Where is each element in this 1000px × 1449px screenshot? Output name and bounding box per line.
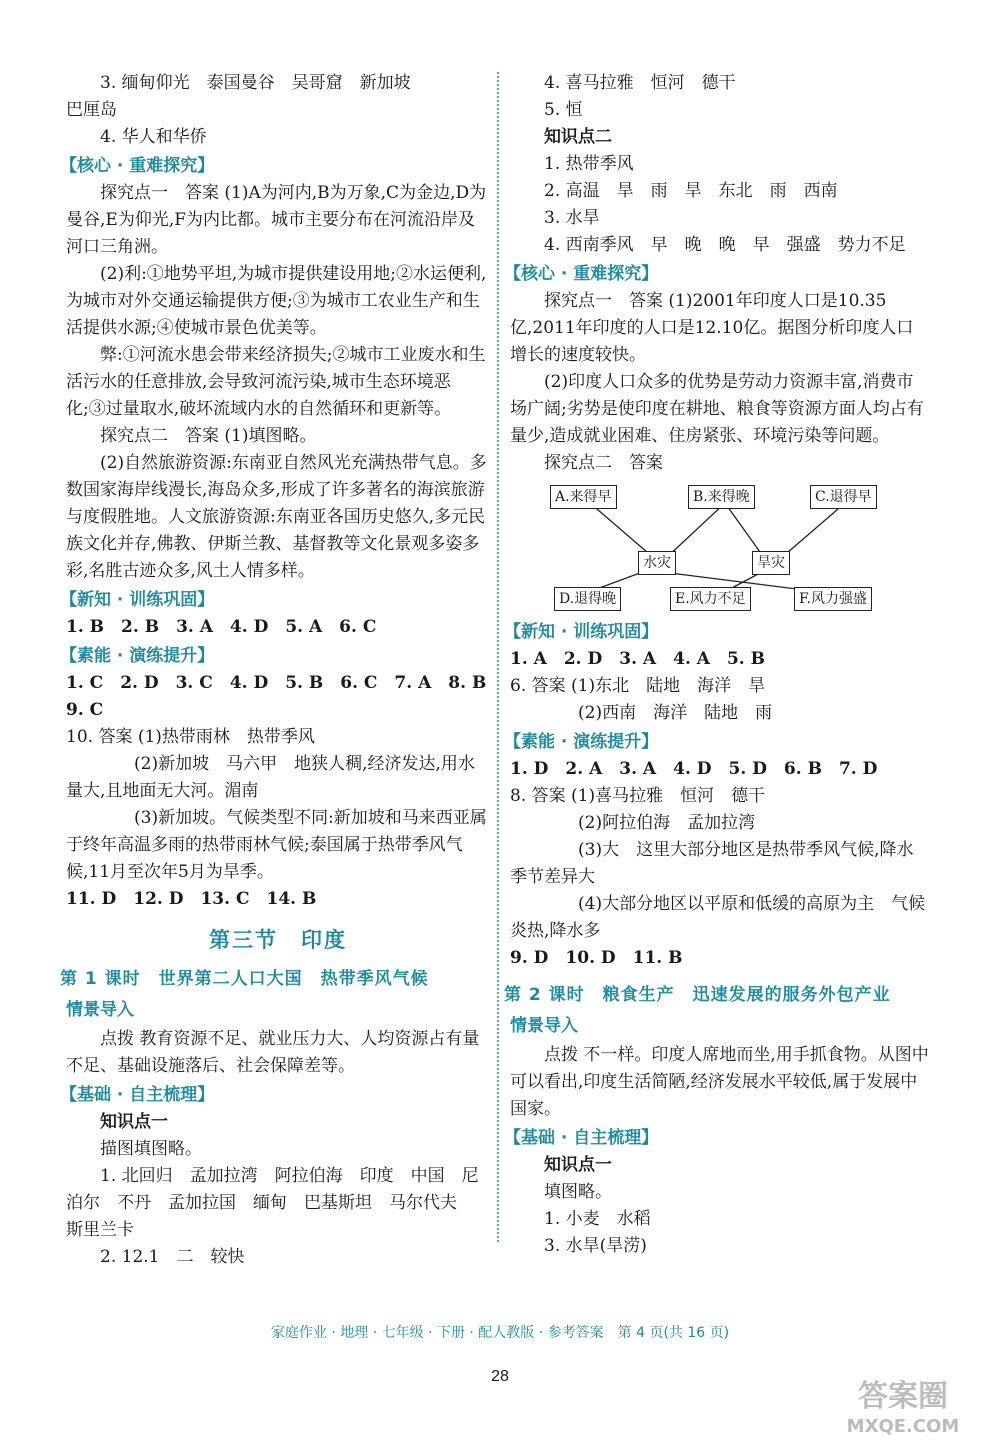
subsection-header: 情景导入: [510, 1016, 578, 1036]
box-d: D.退得晚: [554, 587, 621, 611]
section-header: 【新知 · 训练巩固】: [60, 590, 215, 610]
box-e: E.风力不足: [670, 587, 751, 611]
answer-line: 6. 答案 (1)东北 陆地 海洋 旱: [510, 676, 766, 696]
paragraph: 弊:①河流水患会带来经济损失;②城市工业废水和生活污水的任意排放,会导致河流污染,城市生态环境恶化;③过量取水,破坏流域内水的自然循环和更新等。: [66, 345, 486, 419]
section-title: 第三节 印度: [209, 928, 347, 952]
paragraph: 探究点二 答案 (1)填图略。: [100, 426, 317, 446]
answer-line: 10. 答案 (1)热带雨林 热带季风: [66, 727, 315, 747]
left-column: [60, 70, 490, 1271]
answer-line: 9. D 10. D 11. B: [510, 948, 683, 968]
knowledge-point: 知识点二: [544, 127, 612, 147]
answer-line: 3. 水旱: [544, 208, 600, 228]
monsoon-diagram: [510, 481, 930, 611]
section-header: 【核心 · 重难探究】: [60, 156, 215, 176]
subsection-header: 情景导入: [66, 1000, 134, 1020]
answer-line: 5. 恒: [544, 100, 583, 120]
answer-line: 1. 北回归 孟加拉湾 阿拉伯海 印度 中国 尼泊尔 不丹 孟加拉国 缅甸 巴基斯坦 马尔代夫 斯里兰卡: [66, 1166, 479, 1240]
lesson-title: 第 1 课时 世界第二人口大国 热带季风气候: [60, 969, 429, 989]
answer-line: 3. 水旱(旱涝): [544, 1236, 647, 1256]
section-header: 【素能 · 演练提升】: [504, 732, 659, 752]
answer-line: 9. C: [66, 700, 104, 720]
watermark-line1: 答案圈: [858, 1379, 948, 1414]
answer-line: (4)大部分地区以平原和低缓的高原为主 气候炎热,降水多: [510, 894, 926, 941]
right-column: [504, 70, 930, 1260]
answer-line: (2)新加坡 马六甲 地狭人稠,经济发达,用水量大,且地面无大河。湄南: [66, 754, 475, 801]
knowledge-point: 知识点一: [100, 1112, 168, 1132]
paragraph: 点拨 不一样。印度人席地而坐,用手抓食物。从图中可以看出,印度生活简陋,经济发展水平较低,属于发展中国家。: [510, 1045, 929, 1119]
answer-line: 4. 华人和华侨: [100, 127, 207, 147]
watermark-logo: [828, 1370, 978, 1442]
section-header: 【素能 · 演练提升】: [60, 646, 215, 666]
section-header: 【新知 · 训练巩固】: [504, 622, 659, 642]
answer-line: 4. 喜马拉雅 恒河 德干: [544, 73, 736, 93]
paragraph: 探究点一 答案 (1)2001年印度人口是10.35亿,2011年印度的人口是12.10亿。据图分析印度人口增长的速度较快。: [510, 291, 914, 365]
box-flood: 水灾: [638, 551, 676, 575]
answer-line: (3)新加坡。气候类型不同:新加坡和马来西亚属于终年高温多雨的热带雨林气候;泰国属于热带季风气候,11月至次年5月为旱季。: [66, 808, 487, 882]
paragraph: (2)自然旅游资源:东南亚自然风光充满热带气息。多数国家海岸线漫长,海岛众多,形成了许多著名的海滨旅游与度假胜地。人文旅游资源:东南亚各国历史悠久,多元民族文化并存,佛教、伊斯兰教、基督教等文化景观多姿多彩,名胜古迹众多,风土人情多样。: [66, 453, 487, 581]
answer-line: 3. 缅甸仰光 泰国曼谷 吴哥窟 新加坡: [100, 73, 411, 93]
answer-line: (2)阿拉伯海 孟加拉湾: [578, 813, 756, 833]
box-c: C.退得早: [810, 485, 877, 509]
box-b: B.来得晚: [688, 485, 755, 509]
page-number: 28: [491, 1368, 509, 1385]
section-header: 【核心 · 重难探究】: [504, 264, 659, 284]
answer-line: 8. 答案 (1)喜马拉雅 恒河 德干: [510, 786, 766, 806]
box-drought: 旱灾: [752, 551, 790, 575]
lesson-title: 第 2 课时 粮食生产 迅速发展的服务外包产业: [504, 985, 891, 1005]
answer-line: 11. D 12. D 13. C 14. B: [66, 889, 317, 909]
answer-line: 2. 12.1 二 较快: [100, 1247, 245, 1267]
answer-line: 填图略。: [544, 1182, 612, 1202]
box-f: F.风力强盛: [794, 587, 872, 611]
answer-line: 1. 小麦 水稻: [544, 1209, 651, 1229]
answer-line: 1. 热带季风: [544, 154, 634, 174]
paragraph: 探究点二 答案: [544, 453, 663, 473]
answer-line: 2. 高温 旱 雨 旱 东北 雨 西南: [544, 181, 838, 201]
section-header: 【基础 · 自主梳理】: [60, 1085, 215, 1105]
watermark-line2: MXQE.COM: [846, 1416, 960, 1437]
answer-line: (3)大 这里大部分地区是热带季风气候,降水季节差异大: [510, 840, 914, 887]
answer-line: 描图填图略。: [100, 1139, 202, 1159]
knowledge-point: 知识点一: [544, 1155, 612, 1175]
section-header: 【基础 · 自主梳理】: [504, 1128, 659, 1148]
answer-line: 1. C 2. D 3. C 4. D 5. B 6. C 7. A 8. B: [66, 673, 487, 693]
page-footer: 家庭作业 · 地理 · 七年级 · 下册 · 配人教版 · 参考答案 第 4 页(共 16 页): [270, 1325, 730, 1341]
paragraph: 点拨 教育资源不足、就业压力大、人均资源占有量不足、基础设施落后、社会保障差等。: [66, 1029, 480, 1076]
column-divider: [497, 72, 499, 1242]
paragraph: 探究点一 答案 (1)A为河内,B为万象,C为金边,D为曼谷,E为仰光,F为内比都。城市主要分布在河流沿岸及河口三角洲。: [66, 183, 487, 257]
answer-line: (2)西南 海洋 陆地 雨: [578, 703, 773, 723]
answer-line: 1. B 2. B 3. A 4. D 5. A 6. C: [66, 617, 377, 637]
answer-line: 巴厘岛: [66, 100, 117, 120]
paragraph: (2)利:①地势平坦,为城市提供建设用地;②水运便利,为城市对外交通运输提供方便;③为城市工农业生产和生活提供水源;④使城市景色优美等。: [66, 264, 487, 338]
paragraph: (2)印度人口众多的优势是劳动力资源丰富,消费市场广阔;劣势是使印度在耕地、粮食等资源方面人均占有量少,造成就业困难、住房紧张、环境污染等问题。: [510, 372, 924, 446]
answer-line: 1. D 2. A 3. A 4. D 5. D 6. B 7. D: [510, 759, 878, 779]
box-a: A.来得早: [550, 485, 617, 509]
answer-line: 1. A 2. D 3. A 4. A 5. B: [510, 649, 766, 669]
answer-line: 4. 西南季风 早 晚 晚 早 强盛 势力不足: [544, 235, 906, 255]
